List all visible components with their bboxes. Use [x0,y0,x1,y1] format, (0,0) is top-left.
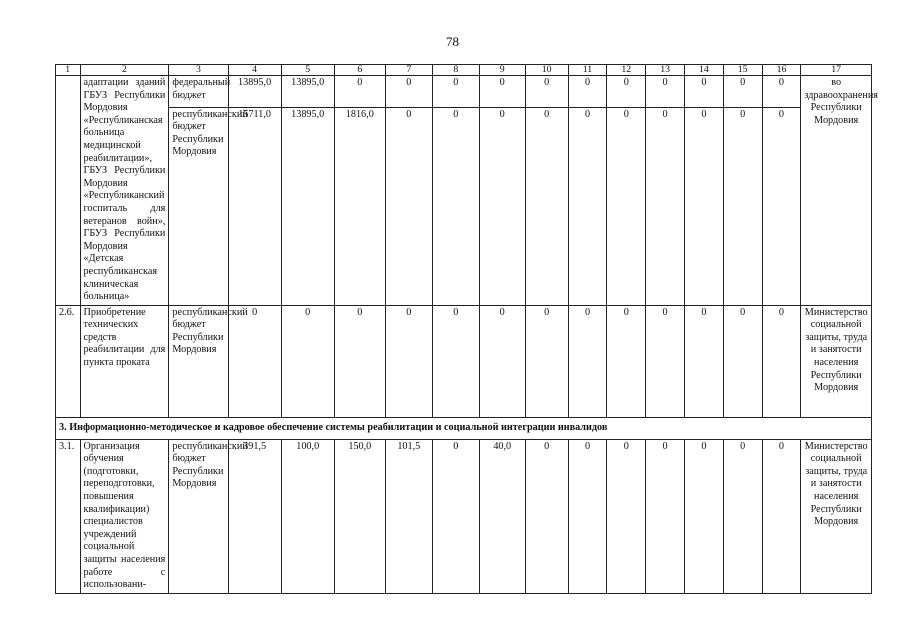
col-header: 5 [281,65,334,76]
value-cell: 13895,0 [281,107,334,305]
value-cell: 0 [607,305,646,417]
value-cell: 13895,0 [228,76,281,108]
value-cell: 0 [646,107,685,305]
value-cell: 0 [762,305,801,417]
value-cell: 13895,0 [281,76,334,108]
funding-source: республиканский бюджет Республики Мордовия [169,107,228,305]
col-header: 10 [525,65,568,76]
value-cell: 0 [568,439,607,593]
value-cell: 0 [723,107,762,305]
value-cell: 150,0 [334,439,385,593]
value-cell: 15711,0 [228,107,281,305]
value-cell: 0 [568,305,607,417]
value-cell: 0 [607,107,646,305]
col-header: 4 [228,65,281,76]
value-cell: 0 [684,439,723,593]
funding-source: федеральный бюджет [169,76,228,108]
responsible-executor: во здравоохранения Республики Мордовия [801,76,872,306]
col-header: 9 [479,65,525,76]
column-number-row [56,65,872,76]
table-row [56,305,872,417]
value-cell: 0 [385,76,432,108]
value-cell: 1816,0 [334,107,385,305]
value-cell: 0 [525,439,568,593]
funding-source: республиканский бюджет Республики Мордовия [169,305,228,417]
col-header: 11 [568,65,607,76]
value-cell: 0 [646,305,685,417]
row-number: 3.1. [56,439,81,593]
col-header: 16 [762,65,801,76]
value-cell: 0 [525,76,568,108]
value-cell: 0 [479,76,525,108]
value-cell: 0 [723,439,762,593]
value-cell: 0 [762,76,801,108]
col-header: 2 [80,65,169,76]
row-number [56,76,81,306]
col-header: 7 [385,65,432,76]
col-header: 15 [723,65,762,76]
row-description: адаптации зданий ГБУЗ Республики Мордовия «Республиканская больница медицинской реабилитации», ГБУЗ Республики Мордовия «Республиканский госпиталь для ветеранов войн», ГБУЗ Республики Мордовия «Детская республиканская клиническая больница» [80,76,169,306]
table-row [56,76,872,108]
table-row [56,107,872,305]
value-cell: 0 [607,76,646,108]
value-cell: 0 [525,107,568,305]
value-cell: 0 [762,439,801,593]
value-cell: 0 [385,107,432,305]
value-cell: 0 [525,305,568,417]
value-cell: 0 [385,305,432,417]
value-cell: 0 [607,439,646,593]
col-header: 8 [432,65,479,76]
col-header: 6 [334,65,385,76]
value-cell: 0 [723,76,762,108]
value-cell: 0 [646,439,685,593]
value-cell: 0 [334,76,385,108]
col-header: 3 [169,65,228,76]
col-header: 12 [607,65,646,76]
program-table [55,64,878,594]
value-cell: 0 [432,76,479,108]
responsible-executor: Министерство социальной защиты, труда и занятости населения Республики Мордовия [801,439,872,593]
value-cell: 40,0 [479,439,525,593]
value-cell: 391,5 [228,439,281,593]
value-cell: 0 [432,107,479,305]
page-number: 78 [446,34,459,49]
value-cell: 0 [762,107,801,305]
funding-source: республиканский бюджет Республики Мордовия [169,439,228,593]
value-cell: 0 [432,439,479,593]
value-cell: 101,5 [385,439,432,593]
value-cell: 0 [432,305,479,417]
value-cell: 0 [684,76,723,108]
value-cell: 0 [684,107,723,305]
table-row [56,439,872,593]
value-cell: 0 [281,305,334,417]
value-cell: 100,0 [281,439,334,593]
value-cell: 0 [334,305,385,417]
section-heading-row [56,417,872,439]
value-cell: 0 [684,305,723,417]
responsible-executor: Министерство социальной защиты, труда и занятости населения Республики Мордовия [801,305,872,417]
value-cell: 0 [479,305,525,417]
value-cell: 0 [568,76,607,108]
col-header: 13 [646,65,685,76]
value-cell: 0 [568,107,607,305]
row-description: Приобретение технических средств реабилитации для пункта проката [80,305,169,417]
value-cell: 0 [479,107,525,305]
value-cell: 0 [723,305,762,417]
value-cell: 0 [228,305,281,417]
section-heading: 3. Информационно-методическое и кадровое обеспечение системы реабилитации и социальной интеграции инвалидов [56,417,872,439]
value-cell: 0 [646,76,685,108]
col-header: 14 [684,65,723,76]
col-header: 1 [56,65,81,76]
row-number: 2.6. [56,305,81,417]
row-description: Организация обучения (подготовки, переподготовки, повышения квалификации) специалистов учреждений социальной защиты населения работе с использовани- [80,439,169,593]
col-header: 17 [801,65,872,76]
